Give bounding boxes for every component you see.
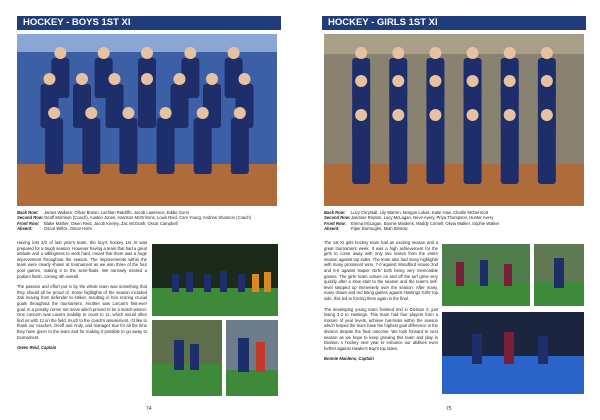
- girls-caption: [324, 210, 586, 232]
- player-head: [429, 75, 441, 87]
- caption-label: Second Row:: [324, 215, 351, 221]
- caption-label: Front Row:: [324, 220, 347, 226]
- caption-names: James Wallace, Oliver Brown, Lachlan Ratcliffe, Jacob Lawrence, Eddie Gunn: [44, 210, 190, 215]
- report-paragraph: The passion and effort put in by the whole team was something that they should all be proud of. Some highlights of the season included Zak moving from defender to striker, resulting in him scoring crucial goals throughout the tournament. Another was Lorcan's first-ever goal, in a penalty corner set move which proved to be a match-winner. One concern was Louis's inability to count to 11, which would often find us with 12 on the field, much to the coach's amusement. I'd like to thank our coaches, Geoff and Andy, and manager Sue for all the time they have given to the team and for making it possible to go away to tournament.: [17, 284, 147, 340]
- caption-names: Lucy Chrystall, Lily Warren, Morgan Lukas, Katie Haw, Charlie McDermott: [351, 210, 488, 215]
- player-head: [239, 73, 251, 85]
- girls-team-photo: [324, 34, 584, 206]
- report-paragraph: The 1st XI girls hockey team had an exciting season and a great tournament week. It was a high achievement for the girls to come away with only two losses from the entire season against top sides. The team also had many highlights with many prominent wins, 7-0 against Woodford House 2nd and 6-0 against Napier Girls' both being very memorable games. The girls' team culture on and off the turf grew very quickly after a slow start to the season and the team's self-level stepped up immensely over the season. After many, many drawn and red biting games against Hastings Girls' top side, this led to forcing them again in the final.: [324, 240, 438, 301]
- player-head: [467, 47, 479, 59]
- girls-action-photo-top-right: [534, 244, 584, 306]
- player-head: [541, 109, 553, 121]
- player-figure: [157, 118, 175, 174]
- page-number: 75: [446, 406, 452, 412]
- girls-action-photo-top-left: [442, 244, 530, 306]
- player-head: [392, 109, 404, 121]
- player-head: [122, 107, 134, 119]
- player-figure: [389, 120, 407, 184]
- boys-action-photo-night: [152, 244, 278, 316]
- report-signature: Owen Reid, Captain: [17, 345, 57, 351]
- caption-names: Geoff Morrison (Coach), Austen Jones, Harrison McGrimms, Louis Reid, Cam Young, Andrew Shannon (Coach): [44, 215, 252, 221]
- boys-caption: [17, 210, 279, 232]
- boys-report: [17, 240, 147, 356]
- player-head: [429, 109, 441, 121]
- player-head: [234, 107, 246, 119]
- player-figure: [538, 120, 556, 184]
- player-figure: [119, 118, 137, 174]
- player-head: [160, 107, 172, 119]
- player-head: [504, 109, 516, 121]
- player-head: [228, 47, 240, 59]
- caption-label: Second Row:: [17, 215, 44, 221]
- section-title-boys: HOCKEY - BOYS 1ST XI: [17, 16, 281, 30]
- section-title-girls: HOCKEY - GIRLS 1ST XI: [322, 16, 586, 30]
- player-head: [48, 107, 60, 119]
- player-head: [504, 75, 516, 87]
- caption-names: Jasmine Repton, Lucy McLagan, Neve Avery, Priya Thompson, Hunter Avery: [351, 215, 494, 221]
- player-figure: [352, 120, 370, 184]
- player-head: [541, 47, 553, 59]
- player-head: [467, 109, 479, 121]
- boys-action-photo-left: [152, 320, 222, 396]
- caption-label: Front Row:: [17, 220, 40, 226]
- report-signature: Bonnie Maidens, Captain: [324, 356, 374, 362]
- player-figure: [194, 118, 212, 174]
- player-head: [174, 73, 186, 85]
- player-figure: [464, 120, 482, 184]
- player-head: [467, 75, 479, 87]
- player-head: [355, 47, 367, 59]
- player-head: [54, 47, 66, 59]
- player-figure: [138, 84, 156, 128]
- boys-team-photo: [17, 34, 277, 206]
- player-head: [98, 47, 110, 59]
- page-number: 74: [146, 406, 152, 412]
- player-figure: [45, 118, 63, 174]
- player-figure: [82, 118, 100, 174]
- report-paragraph: The developing young team finished 2nd in Division 2, just losing 3-2 to Hastings. This team had four players from a mixture of year levels, achieve hat-tricks within the season which helped the team have the highest goal difference in the division despite the final outcome. We look forward to next season as we hope to keep growing this team and play in Division 1 hockey next year to enhance our abilities even further against Hawke's Bay's top sides.: [324, 306, 438, 351]
- caption-label: Absent:: [324, 226, 340, 232]
- player-head: [141, 47, 153, 59]
- player-head: [109, 73, 121, 85]
- player-head: [392, 47, 404, 59]
- caption-label: Back Row:: [17, 210, 39, 215]
- report-paragraph: Having lost 2/3 of last year's team, the boy's hockey 1st XI was prepared for a tough season. However having a team that had a great attitude and a willingness to work hard, meant that there was a huge improvement throughout the season. The improvements within the team were clearly shown at tournament as we won three of the four pool games, making it to the semi-finals. We narrowly missed a podium finish, coming 4th overall.: [17, 240, 147, 279]
- player-head: [541, 75, 553, 87]
- player-head: [355, 75, 367, 87]
- player-head: [76, 73, 88, 85]
- player-head: [206, 73, 218, 85]
- caption-names: Piper Burroughs, Miah Bristow: [351, 226, 408, 232]
- player-figure: [426, 120, 444, 184]
- player-head: [429, 47, 441, 59]
- caption-names: Oscar Willox, Oscar Holm: [44, 226, 92, 232]
- player-head: [392, 75, 404, 87]
- caption-label: Absent:: [17, 226, 33, 232]
- player-head: [85, 107, 97, 119]
- boys-action-photo-right: [226, 320, 278, 396]
- caption-names: Blake Mather, Owen Reid, Jacob Keeley, Zac McGrath, Oscar Campbell: [44, 220, 178, 226]
- girls-action-photo-bottom: [442, 312, 584, 394]
- player-head: [197, 107, 209, 119]
- player-head: [141, 73, 153, 85]
- player-figure: [231, 118, 249, 174]
- caption-names: Emma McLagan, Bonnie Maidens, Maddy Cornell, Olivia Walker, Sophie Walker: [351, 220, 500, 226]
- player-head: [44, 73, 56, 85]
- page-right: [300, 0, 600, 420]
- player-head: [184, 47, 196, 59]
- girls-report: [324, 240, 438, 367]
- caption-label: Back Row:: [324, 210, 346, 215]
- player-head: [355, 109, 367, 121]
- player-head: [504, 47, 516, 59]
- player-figure: [501, 120, 519, 184]
